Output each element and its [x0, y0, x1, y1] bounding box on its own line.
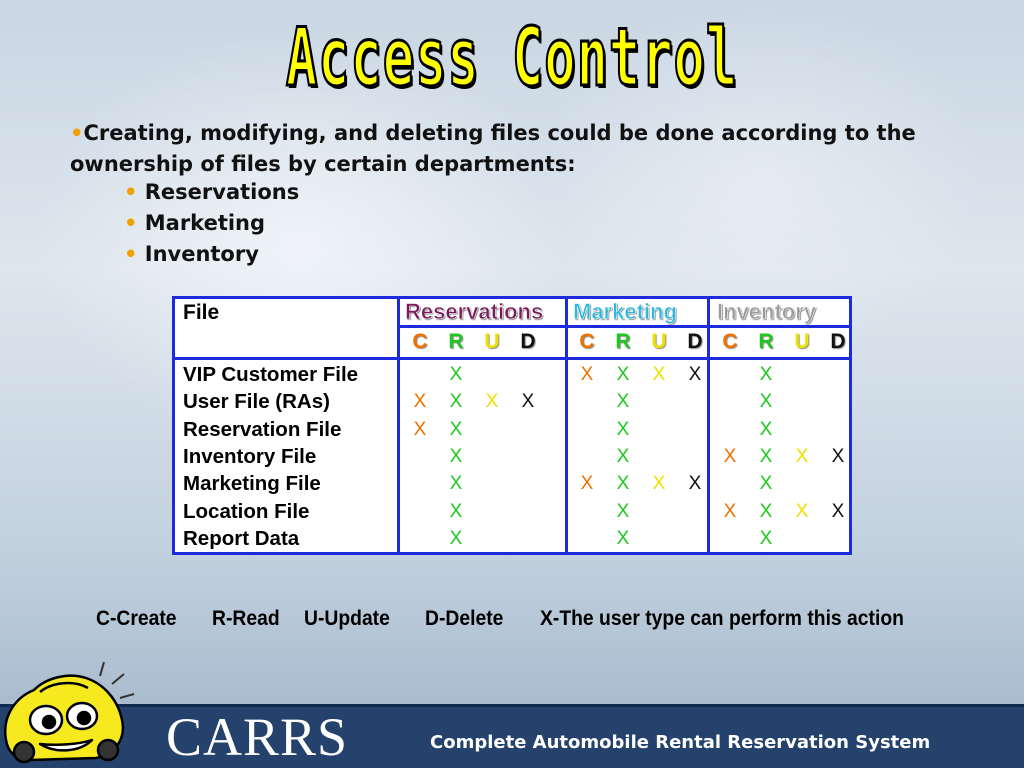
access-mark: X — [795, 445, 809, 467]
access-mark: X — [759, 445, 773, 467]
crud-letter-c: C — [579, 330, 595, 353]
bullet-dot-icon: • — [124, 211, 138, 235]
dept-label: Inventory — [144, 242, 259, 266]
row-label: VIP Customer File — [183, 363, 359, 386]
access-mark: X — [759, 500, 773, 522]
access-mark: X — [616, 418, 630, 440]
dept-bullet-reservations — [124, 180, 299, 204]
bullet-dot-icon: • — [70, 121, 84, 145]
crud-letter-d: D — [520, 330, 536, 353]
access-mark: X — [580, 473, 594, 495]
footer-tagline: Complete Automobile Rental Reservation System — [430, 732, 931, 753]
row-label: Report Data — [183, 526, 300, 550]
access-mark: X — [759, 527, 773, 549]
row-divider — [175, 357, 849, 360]
dept-label: Reservations — [144, 180, 300, 204]
access-mark: X — [831, 445, 845, 467]
row-label: Marketing File — [183, 472, 321, 496]
access-mark: X — [413, 418, 427, 440]
bullet-dot-icon: • — [124, 242, 138, 266]
crud-letter-d: D — [830, 330, 846, 353]
row-label: Reservation File — [183, 417, 342, 441]
legend-update: U-Update — [304, 607, 390, 630]
footer-divider — [0, 704, 1024, 707]
row-label: Location File — [183, 499, 310, 523]
access-mark: X — [449, 445, 463, 467]
access-mark: X — [616, 391, 630, 413]
access-mark: X — [580, 364, 594, 385]
access-mark: X — [413, 391, 427, 413]
crud-letter-d: D — [687, 330, 703, 353]
legend-delete: D-Delete — [425, 607, 504, 630]
group-header-marketing: Marketing — [573, 299, 677, 324]
row-label: User File (RAs) — [183, 390, 330, 414]
group-header-inventory: Inventory — [717, 299, 817, 324]
row-label: Inventory File — [183, 444, 317, 468]
bullet-dot-icon: • — [124, 180, 138, 204]
crud-letter-u: U — [651, 330, 667, 353]
access-mark: X — [521, 391, 535, 413]
group-header-reservations: Reservations — [405, 299, 544, 324]
crud-letter-c: C — [412, 330, 428, 353]
access-mark: X — [831, 500, 845, 522]
access-mark: X — [449, 364, 463, 385]
crud-letter-r: R — [758, 330, 774, 353]
access-mark: X — [723, 500, 737, 522]
access-mark: X — [616, 500, 630, 522]
access-mark: X — [485, 391, 499, 413]
access-mark: X — [616, 364, 630, 385]
access-mark: X — [616, 527, 630, 549]
crud-letter-u: U — [484, 330, 500, 353]
crud-letter-r: R — [615, 330, 631, 353]
access-table — [172, 296, 852, 555]
crud-letter-c: C — [722, 330, 738, 353]
access-mark: X — [652, 473, 666, 495]
dept-bullet-marketing — [124, 211, 265, 235]
intro-bullet — [70, 118, 1010, 180]
dept-label: Marketing — [144, 211, 266, 235]
access-mark: X — [616, 445, 630, 467]
access-mark: X — [688, 473, 702, 495]
access-mark: X — [688, 364, 702, 385]
intro-text: Creating, modifying, and deleting files could be done according to the ownership of files by certain departments: — [70, 121, 916, 176]
access-mark: X — [759, 418, 773, 440]
access-mark: X — [449, 500, 463, 522]
column-divider — [397, 299, 400, 552]
legend-create: C-Create — [96, 607, 177, 630]
row-divider — [397, 325, 849, 328]
access-mark: X — [449, 473, 463, 495]
slide-title: Access Control — [285, 12, 739, 105]
yellow-car-mascot-icon — [0, 648, 140, 768]
access-mark: X — [616, 473, 630, 495]
access-mark: X — [759, 364, 773, 385]
access-mark: X — [652, 364, 666, 385]
access-mark: X — [723, 445, 737, 467]
crud-letter-r: R — [448, 330, 464, 353]
access-mark: X — [449, 418, 463, 440]
column-divider — [565, 299, 568, 552]
access-mark: X — [759, 473, 773, 495]
access-mark: X — [795, 500, 809, 522]
access-mark: X — [759, 391, 773, 413]
brand-logo-text: CARRS — [166, 707, 349, 767]
legend-x-meaning: X-The user type can perform this action — [540, 607, 904, 630]
access-mark: X — [449, 391, 463, 413]
access-mark: X — [449, 527, 463, 549]
dept-bullet-inventory — [124, 242, 259, 266]
file-header: File — [183, 301, 220, 324]
crud-letter-u: U — [794, 330, 810, 353]
legend-read: R-Read — [212, 607, 280, 630]
